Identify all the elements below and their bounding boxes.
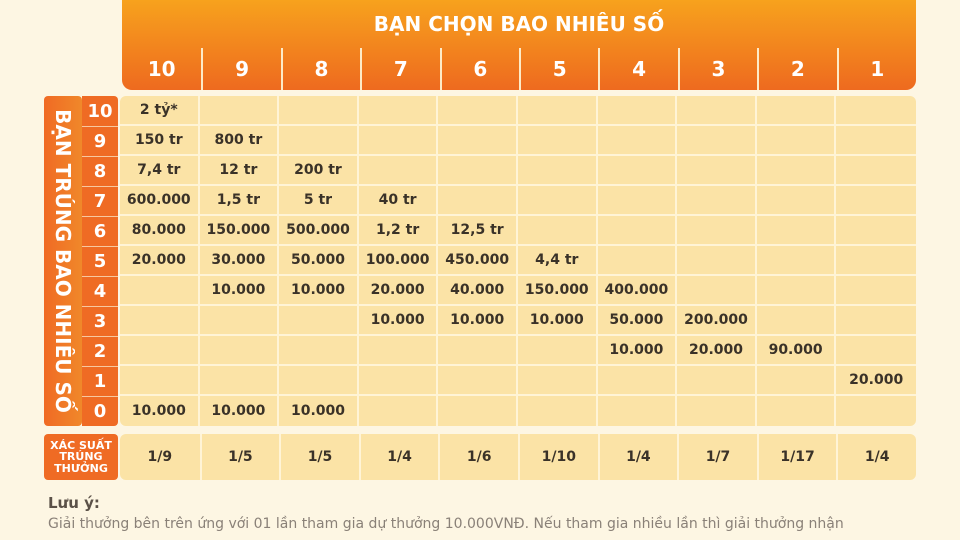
prize-cell: 20.000 xyxy=(359,276,439,306)
row-header: 0 xyxy=(82,396,118,426)
prize-cell xyxy=(438,336,518,366)
row-header: 9 xyxy=(82,126,118,156)
prize-cell xyxy=(757,396,837,426)
row-headers xyxy=(82,96,118,426)
prize-cell xyxy=(677,156,757,186)
prize-cell xyxy=(757,156,837,186)
prize-cell: 10.000 xyxy=(279,276,359,306)
column-header: 2 xyxy=(757,48,836,90)
probability-cell: 1/4 xyxy=(359,434,439,480)
prize-cell xyxy=(518,366,598,396)
note-title: Lưu ý: xyxy=(48,494,100,512)
probability-label: XÁC SUẤT TRÚNG THƯỞNG xyxy=(44,434,118,480)
column-header: 7 xyxy=(360,48,439,90)
prize-cell: 200.000 xyxy=(677,306,757,336)
prize-cell: 10.000 xyxy=(200,276,280,306)
prize-cell xyxy=(438,156,518,186)
row-header: 8 xyxy=(82,156,118,186)
row-header: 3 xyxy=(82,306,118,336)
prize-cell xyxy=(836,126,916,156)
prize-cell: 10.000 xyxy=(438,306,518,336)
probability-cell: 1/4 xyxy=(836,434,916,480)
prize-cell xyxy=(836,156,916,186)
prize-cell xyxy=(598,186,678,216)
row-header: 1 xyxy=(82,366,118,396)
prize-cell xyxy=(757,96,837,126)
prize-cell: 10.000 xyxy=(279,396,359,426)
row-header: 6 xyxy=(82,216,118,246)
prize-cell xyxy=(518,396,598,426)
prize-cell: 40 tr xyxy=(359,186,439,216)
column-header: 3 xyxy=(678,48,757,90)
prize-cell: 7,4 tr xyxy=(120,156,200,186)
prize-cell xyxy=(677,186,757,216)
prize-cell: 20.000 xyxy=(836,366,916,396)
row-header: 10 xyxy=(87,100,113,122)
probability-cell: 1/4 xyxy=(598,434,678,480)
prize-cell: 30.000 xyxy=(200,246,280,276)
prize-cell: 12 tr xyxy=(200,156,280,186)
prize-cell xyxy=(200,306,280,336)
prize-cell xyxy=(677,216,757,246)
header-bar xyxy=(122,0,916,90)
prize-cell: 4,4 tr xyxy=(518,246,598,276)
prize-cell xyxy=(598,246,678,276)
prize-cell: 600.000 xyxy=(120,186,200,216)
prize-cell: 150.000 xyxy=(200,216,280,246)
prize-cell xyxy=(200,366,280,396)
prize-cell xyxy=(836,246,916,276)
prize-cell xyxy=(279,126,359,156)
prize-cell xyxy=(359,156,439,186)
prize-cell xyxy=(836,186,916,216)
prize-cell xyxy=(836,96,916,126)
row-header: 7 xyxy=(82,186,118,216)
prize-cell xyxy=(120,336,200,366)
prize-cell xyxy=(836,276,916,306)
prize-cell: 5 tr xyxy=(279,186,359,216)
prize-cell: 450.000 xyxy=(438,246,518,276)
prize-cell xyxy=(677,126,757,156)
side-label-bar xyxy=(44,96,82,426)
probability-cell: 1/6 xyxy=(438,434,518,480)
prize-cell xyxy=(438,96,518,126)
probability-cell: 1/9 xyxy=(147,449,173,465)
prize-cell: 2 tỷ* xyxy=(120,96,200,126)
prize-cell: 200 tr xyxy=(279,156,359,186)
probability-row xyxy=(120,434,916,480)
prize-cell xyxy=(518,216,598,246)
prize-cell: 150 tr xyxy=(120,126,200,156)
prize-cell: 150.000 xyxy=(518,276,598,306)
probability-cell: 1/10 xyxy=(518,434,598,480)
prize-cell: 50.000 xyxy=(279,246,359,276)
prize-cell xyxy=(757,186,837,216)
prize-cell: 10.000 xyxy=(598,336,678,366)
row-header: 2 xyxy=(82,336,118,366)
prize-cell: 80.000 xyxy=(120,216,200,246)
prize-cell: 1,5 tr xyxy=(200,186,280,216)
prize-cell xyxy=(598,156,678,186)
row-header: 5 xyxy=(82,246,118,276)
prize-cell xyxy=(757,306,837,336)
prize-cell xyxy=(438,186,518,216)
column-header: 4 xyxy=(598,48,677,90)
probability-cell: 1/17 xyxy=(757,434,837,480)
prize-cell xyxy=(598,366,678,396)
prize-cell xyxy=(279,336,359,366)
prize-cell xyxy=(279,366,359,396)
prize-cell xyxy=(438,126,518,156)
prize-cell xyxy=(200,336,280,366)
header-title: BẠN CHỌN BAO NHIÊU SỐ xyxy=(373,12,665,36)
prize-cell xyxy=(677,96,757,126)
probability-cell: 1/5 xyxy=(200,434,280,480)
note-text: Giải thưởng bên trên ứng với 01 lần tham gia dự thưởng 10.000VNĐ. Nếu tham gia nhiều lần thì giải thưởng nhận xyxy=(48,516,844,532)
prize-cell xyxy=(518,336,598,366)
prize-cell xyxy=(757,246,837,276)
prize-cell: 20.000 xyxy=(120,246,200,276)
prize-cell xyxy=(677,396,757,426)
prize-cell xyxy=(518,156,598,186)
prize-cell xyxy=(836,336,916,366)
prize-cell: 90.000 xyxy=(757,336,837,366)
prize-cell: 100.000 xyxy=(359,246,439,276)
prize-cell xyxy=(757,216,837,246)
column-headers xyxy=(122,48,916,90)
prize-cell xyxy=(677,246,757,276)
prize-cell xyxy=(200,96,280,126)
prize-cell xyxy=(359,366,439,396)
prize-cell: 10.000 xyxy=(518,306,598,336)
prize-cell xyxy=(120,366,200,396)
prize-cell xyxy=(836,396,916,426)
prize-cell xyxy=(438,396,518,426)
prize-cell xyxy=(279,306,359,336)
prize-cell: 50.000 xyxy=(598,306,678,336)
prize-cell xyxy=(279,96,359,126)
prize-cell: 20.000 xyxy=(677,336,757,366)
prize-cell: 40.000 xyxy=(438,276,518,306)
prize-cell xyxy=(359,396,439,426)
prize-cell xyxy=(359,96,439,126)
prize-cell: 500.000 xyxy=(279,216,359,246)
prize-cell xyxy=(677,366,757,396)
column-header: 10 xyxy=(147,57,176,81)
prize-cell xyxy=(120,306,200,336)
prize-cell: 10.000 xyxy=(120,396,200,426)
column-header: 1 xyxy=(837,48,916,90)
prize-cell xyxy=(677,276,757,306)
column-header: 8 xyxy=(281,48,360,90)
side-label: BẠN TRÚNG BAO NHIÊU SỐ xyxy=(51,109,75,413)
column-header: 6 xyxy=(440,48,519,90)
prize-cell xyxy=(598,216,678,246)
prize-table xyxy=(120,96,916,426)
prize-cell: 1,2 tr xyxy=(359,216,439,246)
prize-cell: 12,5 tr xyxy=(438,216,518,246)
prize-cell xyxy=(757,126,837,156)
prize-cell xyxy=(518,186,598,216)
column-header: 9 xyxy=(201,48,280,90)
prize-cell xyxy=(836,216,916,246)
prize-cell xyxy=(598,96,678,126)
prize-cell: 10.000 xyxy=(359,306,439,336)
prize-cell xyxy=(438,366,518,396)
prize-cell xyxy=(598,126,678,156)
prize-cell xyxy=(757,366,837,396)
prize-cell: 800 tr xyxy=(200,126,280,156)
prize-cell xyxy=(757,276,837,306)
prize-cell xyxy=(518,96,598,126)
prize-cell: 10.000 xyxy=(200,396,280,426)
prize-cell xyxy=(359,336,439,366)
prize-cell xyxy=(836,306,916,336)
prize-cell xyxy=(598,396,678,426)
prize-cell xyxy=(120,276,200,306)
probability-cell: 1/5 xyxy=(279,434,359,480)
row-header: 4 xyxy=(82,276,118,306)
probability-cell: 1/7 xyxy=(677,434,757,480)
prize-cell: 400.000 xyxy=(598,276,678,306)
column-header: 5 xyxy=(519,48,598,90)
prize-cell xyxy=(518,126,598,156)
prize-cell xyxy=(359,126,439,156)
